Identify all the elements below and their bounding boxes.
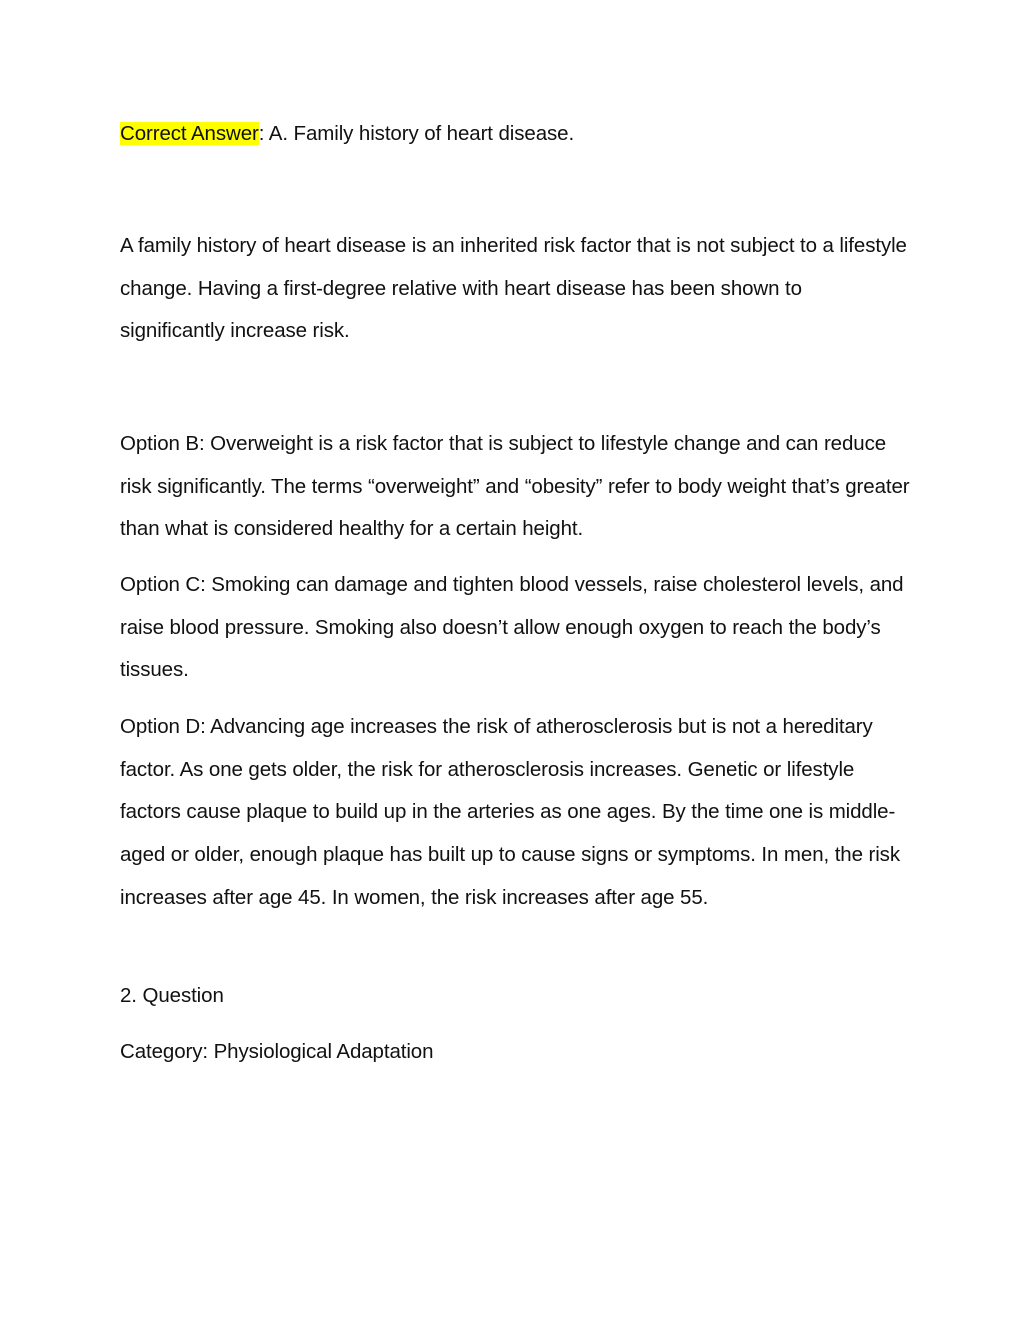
question-category: Category: Physiological Adaptation <box>120 1040 434 1063</box>
option-b-rationale: Option B: Overweight is a risk factor that is subject to lifestyle change and can reduce risk significantly. The terms “overweight” and “obesity” refer to body weight that’s greater than what is considered healthy for a certain height. <box>120 432 910 541</box>
correct-answer-label: Correct Answer <box>120 122 259 145</box>
option-c-rationale: Option C: Smoking can damage and tighten blood vessels, raise cholesterol levels, and raise blood pressure. Smoking also doesn’t allow enough oxygen to reach the body’s tissues. <box>120 573 904 682</box>
correct-answer-line <box>120 113 910 156</box>
question-number: 2. Question <box>120 984 224 1007</box>
correct-answer-text: : A. Family history of heart disease. <box>258 122 575 145</box>
option-d-rationale: Option D: Advancing age increases the risk of atherosclerosis but is not a hereditary factor. As one gets older, the risk for atherosclerosis increases. Genetic or lifestyle factors cause plaque to build up in the arteries as one ages. By the time one is middle-aged or older, enough plaque has built up to cause signs or symptoms. In men, the risk increases after age 45. In women, the risk increases after age 55. <box>120 715 900 909</box>
answer-explanation: A family history of heart disease is an inherited risk factor that is not subject to a lifestyle change. Having a first-degree relative with heart disease has been shown to significantly increase risk. <box>120 234 907 343</box>
